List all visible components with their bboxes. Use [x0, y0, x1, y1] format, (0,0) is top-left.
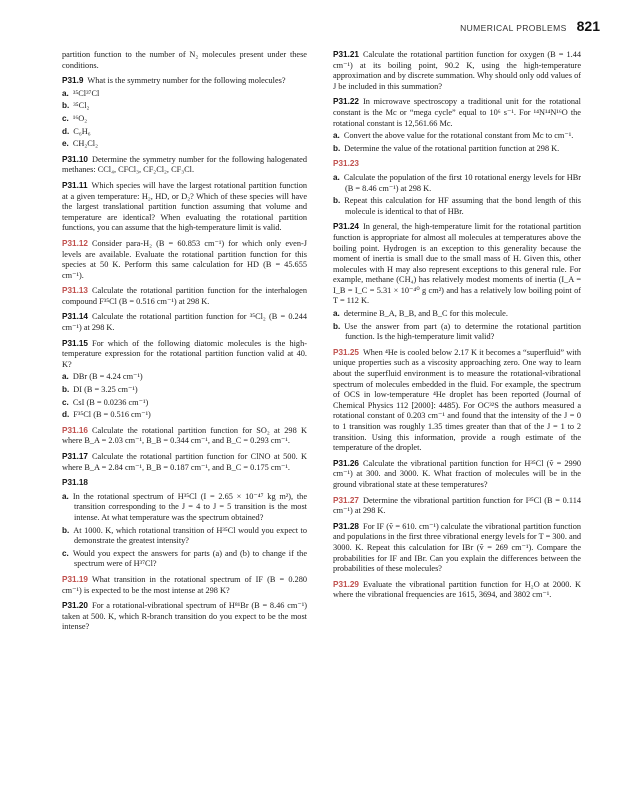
problem-p31-10 — [62, 155, 307, 176]
problem-statement: Evaluate the vibrational partition function for H₂O at 2000. K where the vibrational frequencies are 1615, 3694, and 3802 cm⁻¹. — [333, 579, 581, 600]
sub-question-text: C₆H₆ — [73, 126, 91, 136]
problem-p31-20 — [62, 601, 307, 633]
sub-question — [62, 114, 307, 125]
problem-text — [62, 239, 307, 281]
sub-question-label: a. — [62, 88, 69, 98]
sub-question-text: In the rotational spectrum of H³⁵Cl (I = 2.65 × 10⁻⁴⁷ kg m²), the transition corresponding to the J = 4 to J = 5 transition is the most intense. At what temperature was the spectrum obtained? — [72, 491, 307, 522]
problem-p31-26 — [333, 459, 581, 491]
problem-statement: When ⁴He is cooled below 2.17 K it becomes a “superfluid” with unique properties such as a viscosity approaching zero. One way to learn about the superfluid environment is to measure the rotational-vibrational spectrum of molecules embedded in the fluid. For example, the spectrum of OCS in low-temperature ⁴He droplet has been reported (Journal of Chemical Physics 112 [2000]: 4485). For OC³²S the authors measured a rotational constant of 0.203 cm⁻¹ and found that the intensity of the J = 0 to 1 transition was roughly 1.35 times greater than that of the J = 1 to 2 transition. Using this information, provide a rough estimate of the temperature of the droplet. — [333, 347, 581, 453]
problem-number: P31.25 — [333, 347, 359, 357]
problem-text — [333, 50, 581, 92]
sub-question-text: ³⁵Cl₂ — [73, 101, 90, 111]
problem-number: P31.29 — [333, 579, 359, 589]
sub-question — [62, 492, 307, 524]
problem-number: P31.16 — [62, 425, 88, 435]
problem-text — [333, 580, 581, 601]
sub-question — [62, 549, 307, 570]
problem-statement: Determine the vibrational partition function for I³⁵Cl (B = 0.114 cm⁻¹) at 298 K. — [333, 495, 581, 516]
problem-number: P31.14 — [62, 312, 88, 322]
sub-question-text: CsI (B = 0.0236 cm⁻¹) — [72, 397, 149, 407]
sub-question-label: c. — [62, 397, 69, 407]
page-number: 821 — [576, 18, 600, 34]
sub-question-label: b. — [62, 101, 70, 111]
sub-question — [62, 372, 307, 383]
sub-question-text: Calculate the population of the first 10 rotational energy levels for HBr (B = 8.46 cm⁻¹) at 298 K. — [343, 172, 581, 193]
problem-p31-18 — [62, 478, 307, 570]
problem-number: P31.22 — [333, 97, 359, 107]
problem-number: P31.18 — [62, 478, 88, 488]
problem-p31-23 — [333, 159, 581, 217]
sub-question — [62, 139, 307, 150]
problem-number: P31.20 — [62, 601, 88, 611]
problem-statement: Calculate the rotational partition function for the interhalogen compound F³⁵Cl (B = 0.516 cm⁻¹) at 298 K. — [62, 286, 307, 306]
problem-p31-21 — [333, 50, 581, 92]
sub-question-label: a. — [333, 172, 340, 182]
problem-p31-9 — [62, 76, 307, 150]
problem-statement: Calculate the rotational partition function for ClNO at 500. K where B_A = 2.84 cm⁻¹, B_B = 0.187 cm⁻¹, and B_C = 0.175 cm⁻¹. — [62, 452, 307, 472]
sub-question — [333, 131, 581, 142]
problem-text — [333, 496, 581, 517]
sub-question-text: DI (B = 3.25 cm⁻¹) — [73, 385, 138, 395]
sub-question — [333, 173, 581, 194]
problem-text — [333, 97, 581, 129]
problem-statement: For which of the following diatomic molecules is the high-temperature expression for the rotational partition function valid at 40. K? — [62, 338, 307, 369]
problem-statement: For IF (ṽ = 610. cm⁻¹) calculate the vibrational partition function and populations in the first three vibrational energy levels for T = 300. and 3000. K. Repeat this calculation for IBr (ṽ = 269 cm⁻¹). Compare the probabilities for IF and IBr. Can you explain the differences between the probabilities of these molecules? — [333, 521, 581, 574]
problem-text — [62, 312, 307, 333]
problem-statement: Calculate the vibrational partition function for H³⁵Cl (ṽ = 2990 cm⁻¹) at 300. and 3000. K. What fraction of molecules will be in the ground vibrational state at these temperatures? — [333, 458, 581, 489]
problem-text — [62, 50, 307, 71]
problem-text — [62, 286, 307, 307]
sub-question — [62, 89, 307, 100]
problem-p31-25 — [333, 348, 581, 454]
sub-question-label: b. — [333, 143, 341, 153]
problem-number: P31.9 — [62, 76, 84, 86]
sub-question — [333, 144, 581, 155]
sub-question-text: Convert the above value for the rotational constant from Mc to cm⁻¹. — [343, 131, 574, 141]
sub-question-label: b. — [62, 525, 70, 535]
problem-p31-22 — [333, 97, 581, 154]
sub-question-label: a. — [62, 491, 69, 501]
sub-question-label: b. — [333, 196, 341, 206]
sub-question — [62, 101, 307, 112]
problem-text — [333, 348, 581, 454]
sub-question — [62, 398, 307, 409]
problem-statement: What transition in the rotational spectrum of IF (B = 0.280 cm⁻¹) is expected to be the most intense at 298 K? — [62, 574, 307, 595]
sub-question-label: e. — [62, 139, 69, 149]
problem-p31-27 — [333, 496, 581, 517]
problem-statement: Calculate the rotational partition function for SO₂ at 298 K where B_A = 2.03 cm⁻¹, B_B = 0.344 cm⁻¹, and B_C = 0.293 cm⁻¹. — [62, 425, 307, 446]
problem-number: P31.10 — [62, 154, 88, 164]
sub-question-label: a. — [62, 372, 69, 382]
sub-question-text: Use the answer from part (a) to determine the rotational partition function. Is the high-temperature limit valid? — [344, 321, 581, 342]
sub-question-text: determine B_A, B_B, and B_C for this molecule. — [343, 309, 508, 319]
problem-statement: Calculate the rotational partition function for ³⁵Cl₂ (B = 0.244 cm⁻¹) at 298 K. — [62, 312, 307, 333]
problem-number: P31.17 — [62, 452, 88, 461]
problem-p31-13 — [62, 286, 307, 307]
page-header — [460, 18, 600, 38]
sub-question — [62, 410, 307, 421]
problem-number: P31.28 — [333, 521, 359, 531]
sub-question-label: c. — [62, 113, 69, 123]
sub-question — [62, 127, 307, 138]
problem-statement: What is the symmetry number for the following molecules? — [87, 76, 286, 86]
sub-question-label: d. — [62, 410, 70, 420]
problem-number: P31.26 — [333, 458, 359, 468]
problem-p31-29 — [333, 580, 581, 601]
sub-question-text: ³⁵Cl³⁷Cl — [72, 88, 100, 98]
sub-question-label: a. — [333, 131, 340, 141]
sub-question-label: c. — [62, 548, 69, 558]
section-title: NUMERICAL PROBLEMS — [460, 23, 567, 33]
problem-statement: For a rotational-vibrational spectrum of H⁸¹Br (B = 8.46 cm⁻¹) taken at 500. K, which R-branch transition do you expect to be the most intense? — [62, 601, 307, 632]
problem-statement: In microwave spectroscopy a traditional unit for the rotational constant is the Mc or “mega cycle” equal to 10⁶ s⁻¹. For ¹⁴N¹⁴N¹⁶O the rotational constant is 12,561.66 Mc. — [333, 97, 581, 128]
sub-question-text: Repeat this calculation for HF assuming that the bond length of this molecule is identical to that of HBr. — [344, 196, 581, 216]
problem-number: P31.27 — [333, 495, 359, 505]
sub-question-text: ¹⁶O₂ — [72, 113, 88, 123]
problem-p31-14 — [62, 312, 307, 333]
problem-text — [333, 522, 581, 575]
problem-p31-19 — [62, 575, 307, 596]
problem-number: P31.24 — [333, 222, 359, 232]
sub-question-text: Would you expect the answers for parts (a) and (b) to change if the spectrum were of H³⁷Cl? — [72, 548, 307, 569]
sub-question-text: F³⁵Cl (B = 0.516 cm⁻¹) — [73, 410, 151, 420]
problem-statement: Determine the symmetry number for the following halogenated methanes: CCl₄, CFCl₃, CF₂Cl₂, CF₃Cl. — [62, 154, 307, 175]
problem-statement: Consider para-H₂ (B = 60.853 cm⁻¹) for which only even-J levels are available. Evaluate the rotational partition function for this species at 50 K. Perform this same calculation for HD (B = 45.655 cm⁻¹). — [62, 238, 307, 280]
sub-question-text: Determine the value of the rotational partition function at 298 K. — [344, 143, 560, 153]
sub-question-label: a. — [333, 309, 340, 319]
right-column — [333, 50, 581, 606]
sub-question-label: b. — [333, 321, 341, 331]
problem-text — [62, 601, 307, 633]
problem-statement: Which species will have the largest rotational partition function at a given temperature: H₂, HD, or D₂? Which of these species will have the largest translational partition function assuming that volume and temperature are identical? When evaluating the rotational partition functions, you can assume that the high-temperature limit is valid. — [62, 180, 307, 233]
problem-text — [62, 339, 307, 371]
problem-text — [62, 181, 307, 234]
problem-p31-15 — [62, 339, 307, 421]
problem-number: P31.12 — [62, 238, 88, 248]
problem-statement: partition function to the number of N₂ molecules present under these conditions. — [62, 50, 307, 70]
problem-p31-12 — [62, 239, 307, 281]
left-column — [62, 50, 307, 638]
problem-text — [333, 222, 581, 307]
sub-question — [333, 196, 581, 217]
problem-text — [62, 426, 307, 447]
problem-number: P31.13 — [62, 286, 88, 296]
problem-statement: In general, the high-temperature limit for the rotational partition function is appropriate for almost all molecules at temperatures above the boiling point. Hydrogen is an exception to this generality because the moment of inertia is small due to the small mass of H. Given this, other molecules with H may also represent exceptions to this general rule. For example, methane (CH₄) has relatively modest moments of inertia (I_A = I_B = I_C = 5.31 × 10⁻⁴⁰ g cm²) and has a relatively low boiling point of T = 112 K. — [333, 222, 581, 306]
problem-text — [333, 459, 581, 491]
problem-number: P31.11 — [62, 180, 88, 190]
sub-question — [333, 322, 581, 343]
problem-number: P31.15 — [62, 338, 88, 348]
sub-question-label: d. — [62, 126, 70, 136]
problem-text — [62, 155, 307, 176]
problem-text — [62, 575, 307, 596]
sub-question-text: DBr (B = 4.24 cm⁻¹) — [72, 372, 143, 382]
problem-p31-17 — [62, 452, 307, 473]
sub-question-text: At 1000. K, which rotational transition of H³⁵Cl would you expect to demonstrate the greatest intensity? — [73, 525, 307, 546]
problem-p31-24 — [333, 222, 581, 343]
problem-statement: Calculate the rotational partition function for oxygen (B = 1.44 cm⁻¹) at its boiling point, 90.2 K, using the high-temperature approximation and by discrete summation. Why should only odd values of J be included in this summation? — [333, 50, 581, 91]
problem-text — [62, 452, 307, 473]
sub-question — [62, 526, 307, 547]
continued-text — [62, 50, 307, 71]
problem-p31-11 — [62, 181, 307, 234]
problem-p31-28 — [333, 522, 581, 575]
problem-number: P31.23 — [333, 159, 359, 169]
sub-question-text: CH₂Cl₂ — [72, 139, 98, 149]
problem-number: P31.19 — [62, 574, 88, 584]
sub-question-label: b. — [62, 385, 70, 395]
sub-question — [62, 385, 307, 396]
sub-question — [333, 309, 581, 320]
problem-text — [62, 76, 307, 87]
problem-number: P31.21 — [333, 50, 359, 59]
problem-p31-16 — [62, 426, 307, 447]
